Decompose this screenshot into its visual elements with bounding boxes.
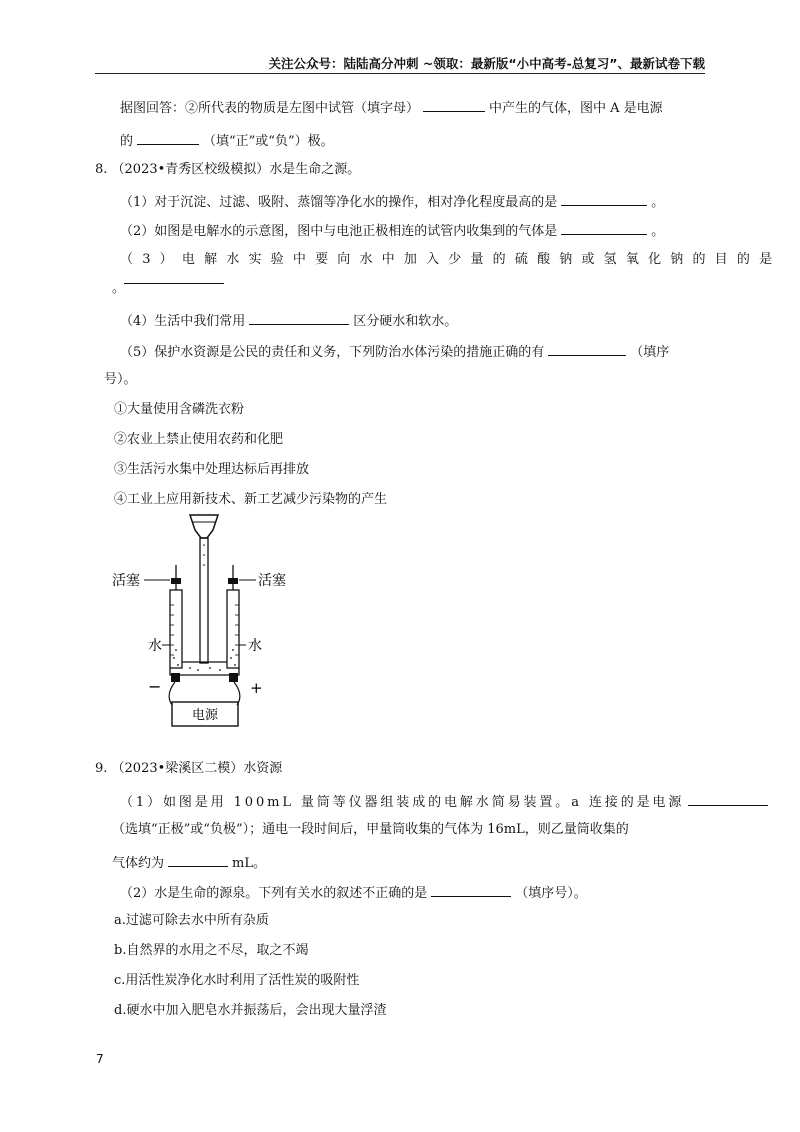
q9-option-a: a.过滤可除去水中所有杂质 <box>114 913 269 928</box>
q9-option-d: d.硬水中加入肥皂水并振荡后，会出现大量浮渣 <box>114 1003 387 1018</box>
left-electrode <box>171 673 180 682</box>
q8-part4-text-b: 区分硬水和软水。 <box>353 314 458 329</box>
q8-part2-text: （2）如图是电解水的示意图，图中与电池正极相连的试管内收集到的气体是 <box>120 224 558 239</box>
q8-part3-text: （3）电解水实验中要向水中加入少量的硫酸钠或氢氧化钠的目的是 <box>120 252 782 267</box>
answer-blank[interactable] <box>168 852 228 867</box>
water-left-label: 水 <box>148 638 162 654</box>
prev-question-line-2 <box>120 130 334 151</box>
answer-blank[interactable] <box>423 97 485 112</box>
answer-blank[interactable] <box>124 269 224 284</box>
q9-option-b: b.自然界的水用之不尽，取之不竭 <box>114 943 309 958</box>
q9-option-c: c.用活性炭净化水时利用了活性炭的吸附性 <box>114 973 360 988</box>
positive-terminal-label: + <box>250 679 263 697</box>
electrolysis-apparatus-figure <box>110 510 300 730</box>
q9-part1-cont2 <box>112 852 266 873</box>
q8-part5-text-a: （5）保护水资源是公民的责任和义务，下列防治水体污染的措施正确的有 <box>120 345 545 360</box>
q9-part1-text-a: （1）如图是用 100mL 量筒等仪器组装成的电解水简易装置。a 连接的是电源 <box>120 795 685 810</box>
bottom-connector <box>170 668 239 675</box>
q8-part2 <box>120 220 664 241</box>
right-electrode <box>229 673 238 682</box>
q8-part5-cont: 号）。 <box>104 372 137 387</box>
q8-part4 <box>120 310 457 331</box>
q8-part5-text-b: （填序 <box>630 345 670 360</box>
prev-question-line-1 <box>120 97 663 118</box>
q9-part2-text-b: （填序号）。 <box>515 886 587 901</box>
q8-part4-text-a: （4）生活中我们常用 <box>120 314 246 329</box>
answer-blank[interactable] <box>431 882 511 897</box>
q8-part1-text: （1）对于沉淀、过滤、吸附、蒸馏等净化水的操作，相对净化程度最高的是 <box>120 195 558 210</box>
q9-title: 9. （2023•梁溪区二模）水资源 <box>95 761 283 776</box>
q8-part1-end: 。 <box>651 195 665 210</box>
center-tube <box>200 538 208 663</box>
tube-scale-marks <box>170 605 239 655</box>
stopcock-left-label: 活塞 <box>112 573 140 589</box>
q8-option-3: ③生活污水集中处理达标后再排放 <box>114 462 310 477</box>
q8-option-2: ②农业上禁止使用农药和化肥 <box>114 432 284 447</box>
q8-option-4: ④工业上应用新技术、新工艺减少污染物的产生 <box>114 492 388 507</box>
q9-part2-text-a: （2）水是生命的源泉。下列有关水的叙述不正确的是 <box>120 886 428 901</box>
prev-line1-text-b: 中产生的气体，图中 A 是电源 <box>489 101 663 116</box>
answer-blank[interactable] <box>688 791 768 806</box>
prev-line2-text-a: 的 <box>120 134 134 149</box>
q8-part5 <box>120 341 669 362</box>
answer-blank[interactable] <box>548 341 626 356</box>
prev-line2-text-b: （填“正”或“负”）极。 <box>203 134 334 149</box>
funnel-reservoir <box>190 515 218 538</box>
header-divider <box>95 73 705 74</box>
q8-title: 8. （2023•青秀区校级模拟）水是生命之源。 <box>95 162 361 177</box>
q9-part2 <box>120 882 587 903</box>
q8-part3-end: 。 <box>112 281 126 296</box>
page-number: 7 <box>96 1052 104 1066</box>
q8-part1 <box>120 191 664 212</box>
right-stopcock <box>228 578 238 584</box>
left-stopcock <box>171 578 181 584</box>
answer-blank[interactable] <box>249 310 349 325</box>
center-tube-fill <box>203 544 205 566</box>
water-right-label: 水 <box>248 638 262 654</box>
right-tube <box>227 590 239 668</box>
q9-part1 <box>120 791 800 812</box>
q8-option-1: ①大量使用含磷洗衣粉 <box>114 402 245 417</box>
q9-part1-cont: （选填“正极”或“负极”）；通电一段时间后，甲量筒收集的气体为 16mL，则乙量筒收集的 <box>112 822 629 837</box>
left-tube <box>170 590 182 668</box>
q8-part2-end: 。 <box>651 224 665 239</box>
answer-blank[interactable] <box>137 130 199 145</box>
page-header: 关注公众号：陆陆高分冲刺 ~领取：最新版“小中高考-总复习”、最新试卷下载 <box>268 56 705 71</box>
q9-part1-text-d: mL。 <box>232 856 266 871</box>
answer-blank[interactable] <box>561 220 647 235</box>
answer-blank[interactable] <box>561 191 647 206</box>
negative-terminal-label: − <box>148 677 162 696</box>
q8-part3 <box>120 251 800 290</box>
q9-part1-text-c: 气体约为 <box>112 856 165 871</box>
stopcock-right-label: 活塞 <box>258 573 286 589</box>
prev-line1-text-a: 据图回答：②所代表的物质是左图中试管（填字母） <box>120 101 420 116</box>
power-source-label: 电源 <box>191 708 219 723</box>
